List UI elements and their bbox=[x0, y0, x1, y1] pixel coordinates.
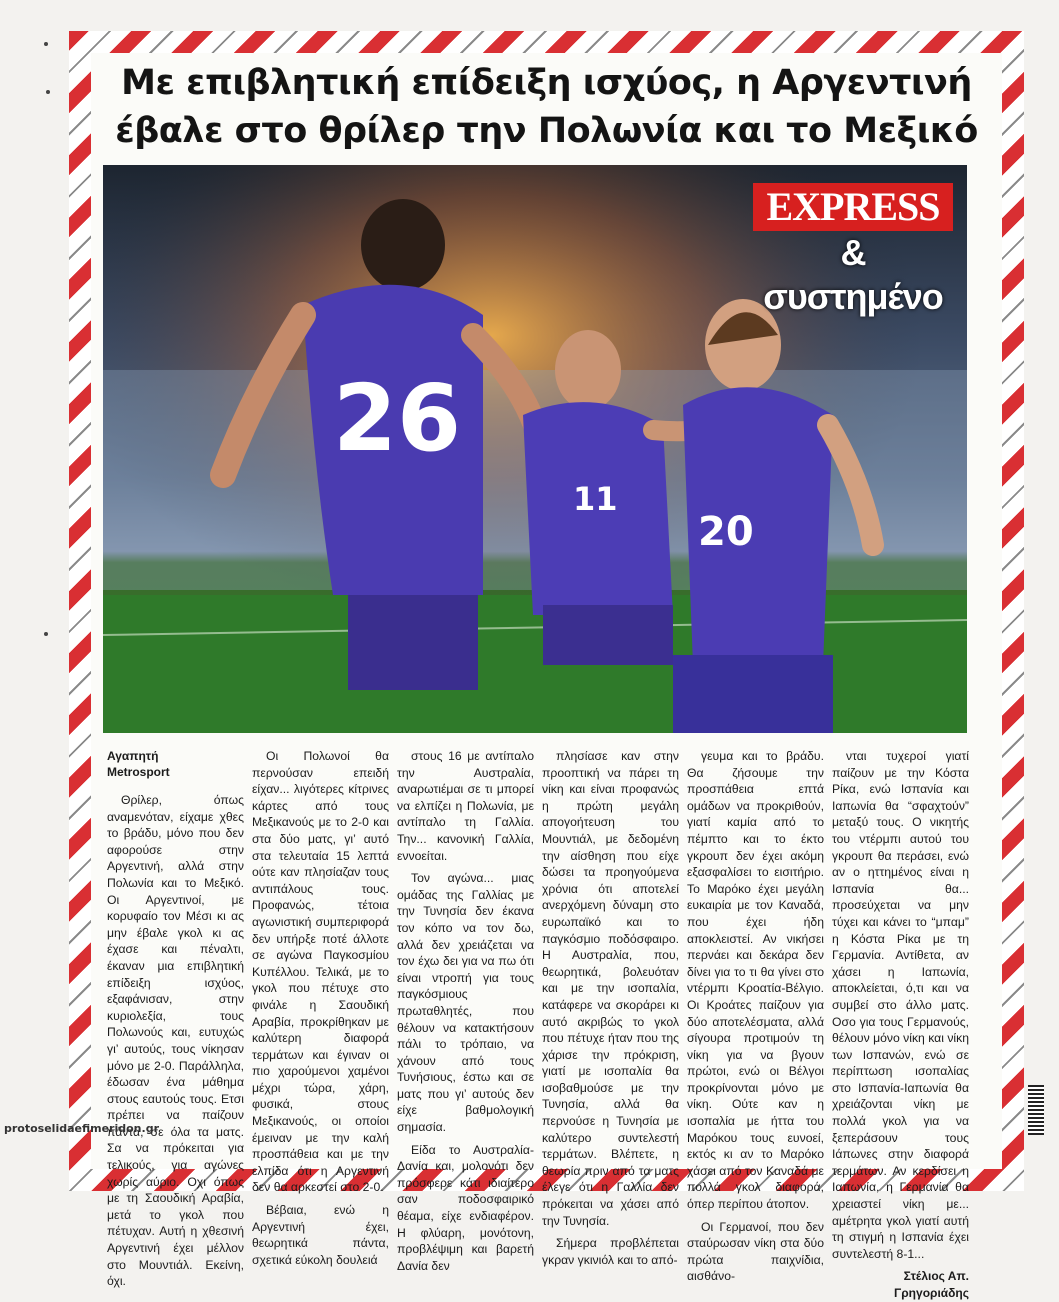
byline bbox=[107, 748, 244, 780]
paragraph: Τον αγώνα... μιας ομάδας της Γαλλίας με την Τυνησία δεν έκανα τον κόπο να τον δω, αλλά δεν χρειάζεται να τον έχω δει για να πω ότι είναι ντροπή για τους παγκόσμιους πρωταθλητές, που θέλουν να κατακτήσουν πάλι το τρόπαιο, να χάνουν από τους Τυνήσιους, έστω και σε ματς που γι’ αυτούς δεν είχε βαθμολογική σημασία. bbox=[397, 871, 534, 1135]
airmail-border bbox=[69, 31, 1024, 1300]
paragraph: νται τυχεροί γιατί παίζουν με την Κόστα Ρίκα, ενώ Ισπανία και Ιαπωνία θα “σφαχτούν” μεταξύ τους. Ο νικητής του ντέρμπι αυτού του γκρουπ θα περάσει, ενώ αν ο ηττημένος είναι η Ισπανία θα... προσεύχεται να μην τύχει και κάνει το “μπαμ” η Κόστα Ρίκα με τη Γερμανία. Αντίθετα, αν χάσει η Ιαπωνία, αποκλείεται, ό,τι και να συμβεί στο άλλο ματς. Οσο για τους Γερμανούς, θέλουν μόνο νίκη και νίκη των Ισπανών, ενώ σε περίπτωση ισοπαλίας στο Ισπανία-Ιαπωνία θα χρειάζονται νίκη με πολλά γκολ για να ξεπεράσουν τους Ιάπωνες στην διαφορά τερμάτων. Αν κερδίσει η Ιαπωνία, η Γερμανία θα χρειαστεί νίκη με... αμέτρητα γκολ γιατί αυτή τη στιγμή η Ισπανία έχει συντελεστή 8-1... bbox=[832, 749, 969, 1261]
article-headline bbox=[91, 59, 1002, 155]
pitch bbox=[103, 595, 967, 733]
headline-line-1: Με επιβλητική επίδειξη ισχύος, η Αργεντινή bbox=[121, 63, 972, 103]
author-name: Αγαπητή bbox=[107, 749, 159, 763]
paragraph: στους 16 με αντίπαλο την Αυστραλία, αναρωτιέμαι σε τι μπορεί να ελπίζει η Πολωνία, με αντίπαλο τη Γαλλία. Την... κανονική Γαλλία, εννοείται. bbox=[397, 749, 534, 863]
paragraph: Οι Γερμανοί, που δεν σταύρωσαν νίκη στα δύο πρώτα παιχνίδια, αισθάνο- bbox=[687, 1219, 824, 1284]
express-badge bbox=[753, 183, 953, 319]
article-body bbox=[107, 748, 969, 1300]
paragraph: πλησίασε καν στην προοπτική να πάρει τη νίκη και είναι προφανώς η πρώτη μεγάλη απογοήτευση του Μουντιάλ, με δεδομένη την αίσθηση που είχε δώσει τα προηγούμενα χρόνια ότι αποτελεί ανερχόμενη δύναμη στο ευρωπαϊκό και το παγκόσμιο ποδόσφαιρο. Η Αυστραλία, που, θεωρητικά, βολευόταν και με την ισοπαλία, κατάφερε να σκοράρει κι αυτό ακριβώς το γκολ που πέτυχε ήταν που της χάρισε την πρόκριση, γιατί με ισοπαλία θα ισοβαθμούσε με την Τυνησία, αλλά θα περνούσε η Τυνησία με καλύτερο συντελεστή τερμάτων. Βλέπετε, η θεωρία πριν από τα ματς έλεγε ότι η Γαλλία δεν πρόκειται να χάσει από την Τυνησία. bbox=[542, 749, 679, 1228]
paragraph: Είδα το Αυστραλία-Δανία και, μολονότι δεν πρόσφερε κάτι ιδιαίτερο σαν ποδοσφαιρικό θέαμα, είχε ενδιαφέρον. Η φλύαρη, μονότονη, προβλέψιμη και βαρετή Δανία δεν bbox=[397, 1142, 534, 1273]
article-column-3 bbox=[397, 748, 534, 1273]
article-panel bbox=[91, 53, 1002, 1300]
signature: Στέλιος Απ. Γρηγοριάδης bbox=[894, 1269, 969, 1300]
paragraph: γευμα και το βράδυ. Θα ζήσουμε την προσπάθεια επτά ομάδων να προκριθούν, γιατί καμία από το πέμπτο και το έκτο γκρουπ δεν έχει ακόμη εξασφαλίσει το εισιτήριο. Το Μαρόκο έχει μεγάλη ευκαιρία με τον Καναδά, που έχει ήδη αποκλειστεί. Αν νικήσει περνάει και δεκάρα δεν δίνει για το τι θα γίνει στο ντέρμπι Κροατία-Βέλγιο. Οι Κροάτες παίζουν για δύο αποτελέσματα, αλλά σίγουρα προτιμούν τη νίκη για να βγουν πρώτοι, ενώ οι Βέλγοι προκρίνονται μόνο με νίκη. Ούτε καν η ισοπαλία με ήττα του Μαρόκου τους ευνοεί, εκτός κι αν το Μαρόκο χάσει από τον Καναδά με πολλά γκολ διαφορά, όπερ περίπου άτοπον. bbox=[687, 749, 824, 1212]
headline-line-2: έβαλε στο θρίλερ την Πολωνία και το Μεξικό bbox=[115, 111, 978, 151]
author-outlet: Metrosport bbox=[107, 765, 170, 779]
jersey-number-26: 26 bbox=[333, 365, 462, 472]
paragraph: Θρίλερ, όπως αναμενόταν, είχαμε χθες το βράδυ, μόνο που δεν αφορούσε στην Αργεντινή, αλλά στην Πολωνία και το Μεξικό. Οι Αργεντινοί, με κορυφαίο τον Μέσι κι ας μην έβαλε γκολ κι ας έχασε και πέναλτι, έκαναν μια επιβλητική επίδειξη ισχύος, εξαφάνισαν, στην κυριολεξία, τους Πολωνούς και, ευτυχώς γι’ αυτούς, τους νίκησαν μόνο με 2-0. Παράλληλα, έδωσαν ένα μάθημα στους εαυτούς τους. Ετσι πρέπει να παίζουν πάντα, σε όλα τα ματς. Σα να πρόκειται για τελικούς, για αγώνες χωρίς αύριο. Οχι όπως με τη Σαουδική Αραβία, μετά το γκολ που πέτυχαν. Αυτή η χθεσινή Αργεντινή έχει μέλλον στο Μουντιάλ. Εκείνη, όχι. bbox=[107, 793, 244, 1289]
scan-mark bbox=[44, 632, 48, 636]
article-column-4 bbox=[542, 748, 679, 1267]
paragraph: Σήμερα προβλέπεται γκραν γκινιόλ και το από- bbox=[542, 1236, 679, 1267]
express-badge-subtitle: & συστημένο bbox=[763, 232, 943, 317]
jersey-number-11: 11 bbox=[573, 480, 618, 518]
article-column-1 bbox=[107, 748, 244, 1289]
paragraph: Οι Πολωνοί θα περνούσαν επειδή είχαν... λιγότερες κίτρινες κάρτες από τους Μεξικανούς με το 2-0 και στα δύο ματς, γι’ αυτό στα τελευταία 15 λεπτά ούτε καν πλησίαζαν τους αντιπάλους τους. Προφανώς, τέτοια αγωνιστική συμπεριφορά δεν υπήρξε ποτέ άλλοτε σε αγώνα Παγκοσμίου Κυπέλλου. Τελικά, με το γκολ που πέτυχε στο φινάλε η Σαουδική Αραβία, προκρίθηκαν με καλύτερη διαφορά τερμάτων και έγιναν οι πιο χαρούμενοι χαμένοι μέχρι τώρα, χάρη, φυσικά, στους Μεξικανούς, οι οποίοι έμειναν με την καλή προσπάθεια και με την ελπίδα ότι η Αργεντινή δεν θα αρκεστεί στο 2-0. bbox=[252, 749, 389, 1195]
article-column-2 bbox=[252, 748, 389, 1267]
watermark: protoselidaefimeridon.gr bbox=[4, 1122, 159, 1135]
celebration-photo bbox=[103, 165, 967, 733]
scan-mark bbox=[46, 90, 50, 94]
express-badge-title: EXPRESS bbox=[753, 183, 953, 231]
barcode-strip bbox=[1028, 1085, 1044, 1135]
article-column-5 bbox=[687, 748, 824, 1284]
jersey-number-20: 20 bbox=[698, 509, 754, 555]
article-column-6 bbox=[832, 748, 969, 1300]
paragraph: Βέβαια, ενώ η Αργεντινή έχει, θεωρητικά πάντα, σχετικά εύκολη δουλειά bbox=[252, 1203, 389, 1267]
scan-mark bbox=[44, 42, 48, 46]
